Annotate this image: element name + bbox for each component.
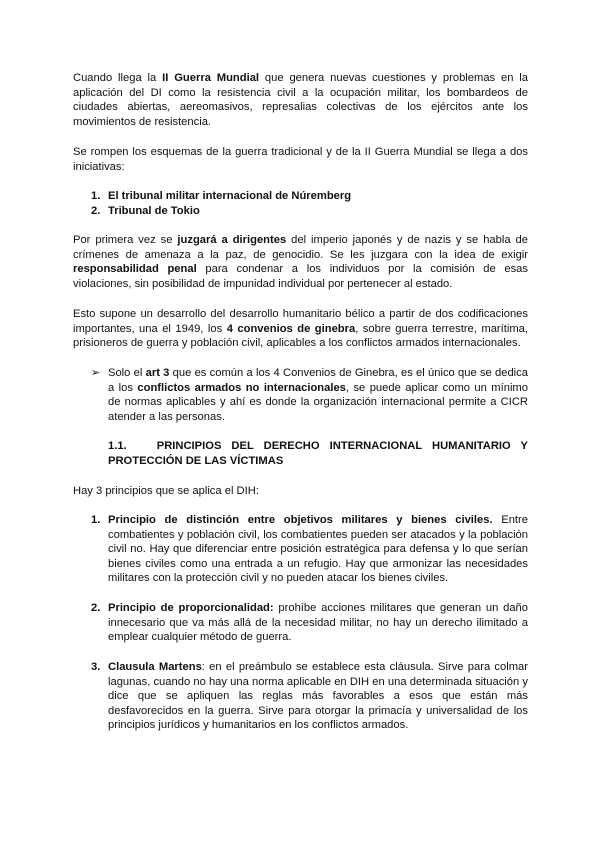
principle-text: [108, 513, 528, 586]
bold-text: conflictos armados no internacionales: [137, 381, 346, 394]
bold-text: art 3: [145, 367, 170, 379]
list-number: 3.: [91, 661, 101, 673]
paragraph-iniciativas: Se rompen los esquemas de la guerra tradicional y de la II Guerra Mundial se llega a dos iniciativas:: [73, 146, 528, 173]
principle-title: Principio de distinción entre objetivos militares y bienes civiles.: [108, 514, 493, 526]
section-title: PRINCIPIOS DEL DERECHO INTERNACIONAL HUMANITARIO Y PROTECCIÓN DE LAS VÍCTIMAS: [108, 440, 529, 467]
list-item: [73, 204, 528, 219]
arrow-bullet-icon: ➢: [91, 367, 101, 379]
text-run: Solo el: [108, 367, 146, 379]
bullet-text: [108, 366, 528, 424]
text-run: que genera nuevas cuestiones y problemas en la aplicación del DI como la resistencia civil a la ocupación militar, los bombardeos de ciudades abiertas, aereomasivos, represalias colectivas de los ejércitos ante los movimientos de resistencia.: [73, 72, 529, 128]
initiatives-list: [73, 189, 528, 218]
text-run: del imperio japonés y de nazis y se habla de crímenes de amenaza a la paz, de genocidio. Se les juzgara con la idea de exigir: [73, 234, 528, 261]
list-item: [73, 189, 528, 204]
bold-text: 4 convenios de ginebra: [226, 322, 356, 335]
paragraph-ii-guerra-mundial: [73, 71, 528, 129]
principle-text: [108, 601, 528, 645]
text-run: para condenar a los individuos por la comisión de esas violaciones, sin posibilidad de impunidad individual por pertenecer al estado.: [73, 263, 528, 290]
text-run: , se puede aplicar como un mínimo de normas aplicables y ahí es donde la organización internacional permite a CICR atender a las personas.: [108, 381, 528, 423]
section-heading: [108, 439, 528, 468]
list-number: 1.: [91, 190, 101, 202]
section-number: 1.1.: [108, 440, 127, 452]
principle-body: : en el preámbulo se establece esta cláusula. Sirve para colmar lagunas, cuando no hay una norma aplicable en DIH en una determinada situación y dice que se apliquen las reglas más favorables a esos que están más desfavorecidos en la guerra. Sirve para otorgar la primacía y universalidad de los principios jurídicos y humanitarios en los conflictos armados.: [108, 661, 528, 732]
principle-title: Principio de proporcionalidad:: [108, 602, 274, 614]
paragraph-convenios: [73, 307, 528, 351]
principle-body: prohíbe acciones militares que generan un daño innecesario que va más allá de la necesidad militar, no hay un derecho ilimitado a emplear cualquier método de guerra.: [108, 602, 528, 644]
text-run: que es común a los 4 Convenios de Ginebra, es el único que se dedica a los: [108, 367, 528, 394]
text-run: Esto supone un desarrollo del desarrollo humanitario bélico a partir de dos codificaciones importantes, una el 1949, los: [73, 308, 528, 335]
principle-text: [108, 660, 528, 733]
list-item-text: El tribunal militar internacional de Núremberg: [108, 190, 352, 202]
principle-title: Clausula Martens: [108, 661, 202, 673]
list-number: 2.: [91, 602, 101, 614]
bold-text: II Guerra Mundial: [162, 72, 260, 84]
paragraph-principios: Hay 3 principios que se aplica el DIH:: [73, 485, 259, 497]
paragraph-juzgara: [73, 233, 528, 291]
bold-text: responsabilidad penal: [73, 263, 197, 276]
text-run: Por primera vez se: [73, 234, 178, 246]
bold-text: juzgará a dirigentes: [177, 234, 287, 246]
text-run: , sobre guerra terrestre, marítima, prisioneros de guerra y población civil, aplicables a los conflictos armados internacionales.: [73, 322, 528, 350]
list-number: 1.: [91, 514, 101, 526]
list-item-text: Tribunal de Tokio: [108, 204, 200, 217]
list-number: 2.: [91, 204, 101, 217]
principle-body: Entre combatientes y población civil, los combatientes pueden ser atacados y la población civil no. Hay que diferenciar entre posición estratégica para defensa y lo que serían bienes civiles como una entrada a un refugio. Hay que armonizar las necesidades militares con la protección civil y no pueden atacar los bienes civiles.: [108, 514, 528, 585]
text-run: Cuando llega la: [73, 72, 163, 84]
